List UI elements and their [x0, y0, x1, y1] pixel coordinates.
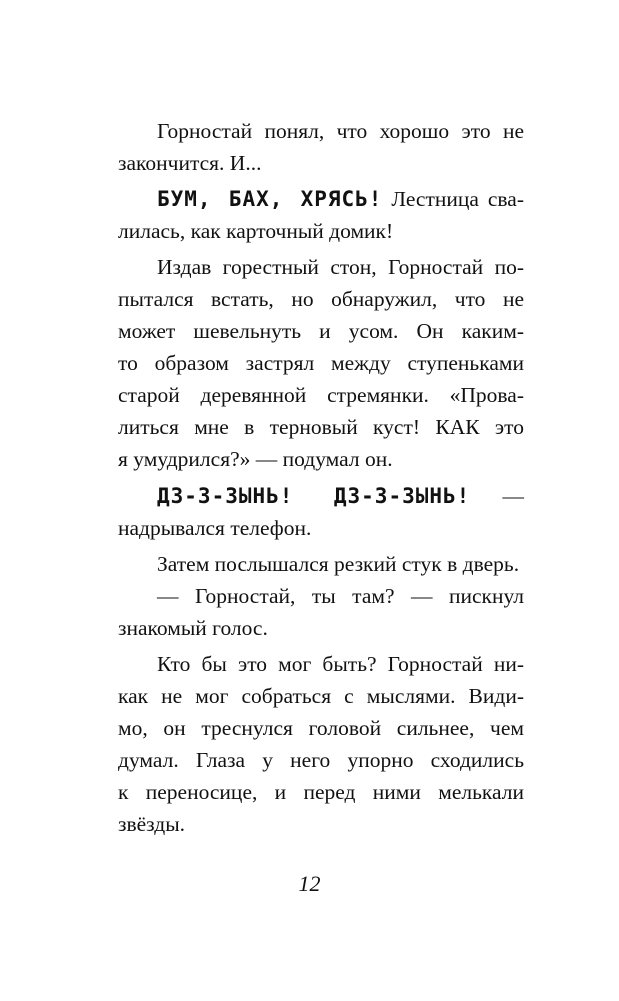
- text-line: как не мог собраться с мыслями. Види-: [118, 684, 524, 708]
- text-line: закончится. И...: [118, 151, 262, 175]
- text-fragment: —: [502, 484, 524, 508]
- text-line: Издав горестный стон, Горностай по-: [157, 255, 524, 279]
- text-line: пытался встать, но обнаружил, что не: [118, 287, 524, 311]
- page-number: 12: [298, 871, 321, 896]
- text-line: Кто бы это мог быть? Горностай ни-: [157, 652, 524, 676]
- text-line: знакомый голос.: [118, 616, 268, 640]
- text-line: мо, он треснулся головой сильнее, чем: [118, 716, 524, 740]
- text-line: может шевельнуть и усом. Он каким-: [118, 319, 524, 343]
- text-line: старой деревянной стремянки. «Прова-: [118, 383, 524, 407]
- text-line-onomatopoeia: [157, 480, 524, 512]
- text-line: я умудрился?» — подумал он.: [118, 447, 393, 471]
- sound-effect-phone-ring: ДЗ-З-ЗЫНЬ! ДЗ-З-ЗЫНЬ!: [157, 484, 471, 508]
- text-line: к переносице, и перед ними мелькали: [118, 780, 524, 804]
- text-line: — Горностай, ты там? — пискнул: [157, 584, 524, 608]
- text-fragment: Лестница сва-: [391, 187, 525, 211]
- text-line: Горностай понял, что хорошо это не: [157, 119, 524, 143]
- text-line: литься мне в терновый куст! КАК это: [118, 415, 524, 439]
- text-line: Затем послышался резкий стук в дверь.: [157, 552, 520, 576]
- text-line: звёзды.: [118, 812, 186, 836]
- text-line: лилась, как карточный домик!: [118, 219, 394, 243]
- text-line: думал. Глаза у него упорно сходились: [118, 748, 524, 772]
- text-line: надрывался телефон.: [118, 516, 312, 540]
- text-line-onomatopoeia: [157, 183, 524, 215]
- sound-effect-crash: БУМ, БАХ, ХРЯСЬ!: [157, 187, 383, 211]
- text-line: то образом застрял между ступеньками: [118, 351, 524, 375]
